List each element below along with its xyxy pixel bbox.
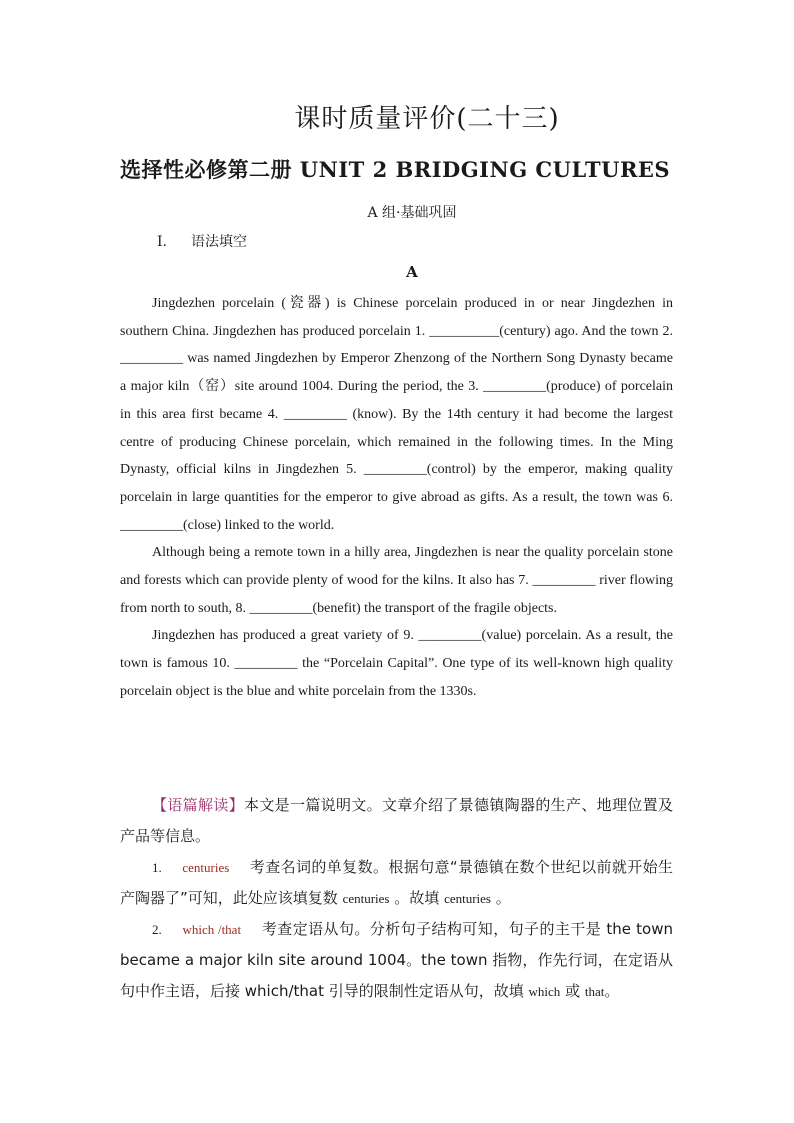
- analysis-section: [120, 790, 673, 1007]
- analysis-intro-text: 本文是一篇说明文。文章介绍了景德镇陶器的生产、地理位置及产品等信息。: [120, 796, 673, 845]
- passage-body: [120, 290, 673, 706]
- analysis-tag: 【语篇解读】: [152, 796, 244, 814]
- answer-value: which /that: [182, 922, 242, 937]
- unit-subtitle: 选择性必修第二册 UNIT 2 BRIDGING CULTURES: [120, 157, 671, 182]
- answer-value: centuries: [182, 860, 230, 875]
- answer-explanation: 考查定语从句。分析句子结构可知，句子的主干是 the town became a major kiln site around 1004。the town 指物，作先行词，在定语从句中作主语，后接 which/that 引导的限制性定语从句，故填: [120, 920, 673, 1000]
- passage-paragraph: Although being a remote town in a hilly area, Jingdezhen is near the quality porcelain stone and forests which can provide plenty of wood for the kilns. It also has 7. _________ river flowing from north to south, 8. _________(benefit) the transport of the fragile objects.: [120, 545, 673, 616]
- section-heading: [157, 231, 247, 251]
- passage-label: A: [406, 263, 418, 281]
- page-title: 课时质量评价(二十三): [294, 104, 560, 134]
- answer-number: 2.: [152, 922, 162, 937]
- answer-explanation: 考查名词的单复数。根据句意“景德镇在数个世纪以前就开始生产陶器了”可知，此处应该填复数: [120, 858, 673, 907]
- analysis-intro: [120, 790, 673, 852]
- answer-item-1: 1. centuries 考查名词的单复数。根据句意“景德镇在数个世纪以前就开始生产陶器了”可知，此处应该填复数 centuries 。故填 centuries 。: [120, 858, 673, 907]
- group-heading: A 组·基础巩固: [367, 205, 457, 221]
- answer-number: 1.: [152, 860, 162, 875]
- passage-paragraph: Jingdezhen has produced a great variety of 9. _________(value) porcelain. As a result, the town is famous 10. _________ the “Porcelain Capital”. One type of its well-known high quality porcelain object is the blue and white porcelain from the 1330s.: [120, 628, 673, 699]
- section-number: Ⅰ.: [157, 234, 167, 250]
- answer-item-2: 2. which /that 考查定语从句。分析句子结构可知，句子的主干是 the town became a major kiln site around 1004。the town 指物，作先行词，在定语从句中作主语，后接 which/that 引导的限制性定语从句，故填 which 或 that。: [120, 920, 673, 1000]
- section-label: 语法填空: [191, 234, 247, 250]
- passage-paragraph: Jingdezhen porcelain (瓷器) is Chinese porcelain produced in or near Jingdezhen in southern China. Jingdezhen has produced porcelain 1. __________(century) ago. And the town 2. _________ was named Jingdezhen by Emperor Zhenzong of the Northern Song Dynasty became a major kiln（窑）site around 1004. During the period, the 3. _________(produce) of porcelain in this area first became 4. _________ (know). By the 14th century it had become the largest centre of producing Chinese porcelain, which remained in the following times. In the Ming Dynasty, official kilns in Jingdezhen 5. _________(control) by the emperor, making quality porcelain in large quantities for the emperor to give abroad as gifts. As a result, the town was 6. _________(close) linked to the world.: [120, 296, 673, 533]
